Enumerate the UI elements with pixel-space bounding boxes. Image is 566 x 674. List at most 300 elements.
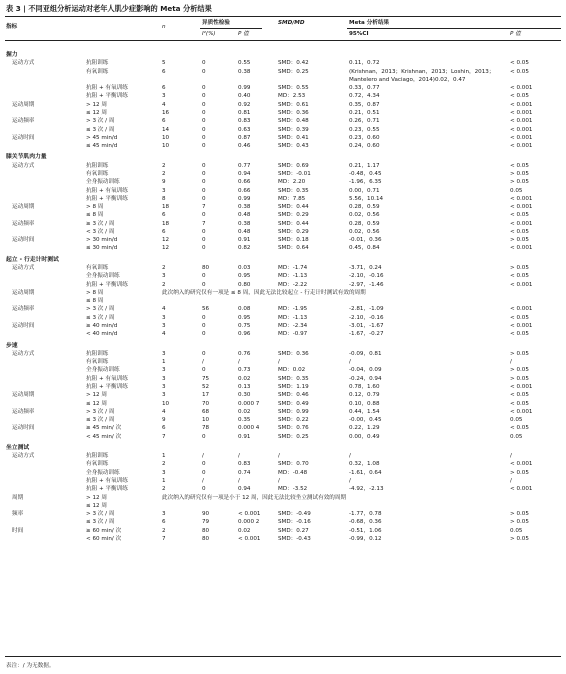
ci-value: -2.10，-0.16 bbox=[349, 314, 384, 321]
heterogeneity-p: < 0.001 bbox=[238, 511, 261, 518]
study-count: 4 bbox=[162, 101, 166, 108]
category-label: 抗阻训练 bbox=[86, 162, 109, 169]
subgroup-label: 运动周期 bbox=[12, 204, 35, 210]
study-count: 9 bbox=[162, 417, 166, 423]
header-bottom-rule bbox=[5, 40, 561, 41]
effect-size: MD：-1.95 bbox=[278, 306, 308, 313]
category-label: ≤ 3 次 / 周 bbox=[86, 417, 115, 423]
meta-p: < 0.001 bbox=[510, 486, 533, 493]
meta-p: < 0.05 bbox=[510, 400, 529, 407]
study-count: 6 bbox=[162, 212, 166, 219]
effect-size: MD：-0.48 bbox=[278, 469, 308, 476]
heterogeneity-p: 0.99 bbox=[238, 195, 251, 202]
i2-value: 79 bbox=[202, 519, 210, 526]
ci-value: -1.96，6.35 bbox=[349, 179, 382, 186]
heterogeneity-p: 0.94 bbox=[238, 170, 251, 177]
category-label: < 60 min/ 次 bbox=[86, 536, 122, 542]
study-count: 1 bbox=[162, 478, 166, 484]
study-count: 2 bbox=[162, 162, 166, 169]
ci-value: 0.21，0.51 bbox=[349, 110, 380, 116]
effect-size: SMD：0.35 bbox=[278, 187, 309, 194]
ci-value: -0.09，0.81 bbox=[349, 350, 382, 357]
study-count: 12 bbox=[162, 237, 170, 244]
study-count: 3 bbox=[162, 511, 166, 518]
ci-value: -0.48，0.45 bbox=[349, 170, 382, 177]
ci-value: 0.72，4.34 bbox=[349, 93, 380, 100]
study-count: 6 bbox=[162, 68, 166, 75]
heterogeneity-p: 0.66 bbox=[238, 187, 251, 194]
header-i2: I²(%) bbox=[202, 31, 216, 37]
meta-p: < 0.001 bbox=[510, 110, 533, 116]
meta-p: < 0.05 bbox=[510, 212, 529, 219]
i2-value: 0 bbox=[202, 143, 206, 150]
meta-p: < 0.05 bbox=[510, 162, 529, 169]
heterogeneity-p: 0.95 bbox=[238, 314, 251, 321]
ci-value: -0.99，0.12 bbox=[349, 536, 382, 542]
ci-value: 0.23，0.55 bbox=[349, 126, 380, 133]
meta-p: 0.05 bbox=[510, 417, 523, 423]
effect-size: SMD：-0.43 bbox=[278, 536, 311, 542]
heterogeneity-p: 0.000 4 bbox=[238, 425, 260, 432]
category-label: 抗阻 + 有氧训练 bbox=[86, 375, 128, 382]
i2-value: 0 bbox=[202, 228, 206, 235]
meta-p: < 0.05 bbox=[510, 331, 529, 338]
heterogeneity-p: 0.91 bbox=[238, 237, 251, 244]
meta-p: > 0.05 bbox=[510, 170, 529, 177]
heterogeneity-p: 0.02 bbox=[238, 375, 251, 382]
subgroup-label: 运动频率 bbox=[12, 118, 35, 125]
category-label: 有氧训练 bbox=[86, 359, 109, 366]
study-count: 4 bbox=[162, 408, 166, 415]
ci-value: / bbox=[349, 453, 351, 460]
heterogeneity-p: 0.74 bbox=[238, 469, 251, 476]
i2-value: 0 bbox=[202, 314, 206, 321]
meta-p: < 0.05 bbox=[510, 425, 529, 432]
study-count: 10 bbox=[162, 400, 170, 407]
meta-p: < 0.001 bbox=[510, 204, 533, 210]
heterogeneity-p: 0.000 2 bbox=[238, 519, 260, 526]
ci-value: Mantelero and Vaciago，2014)0.02，0.47 bbox=[349, 76, 466, 83]
i2-value: 0 bbox=[202, 367, 206, 374]
group-heading: 起立 - 行走计时测试 bbox=[6, 256, 59, 263]
ci-value: 0.45，0.84 bbox=[349, 245, 380, 252]
effect-size: SMD：-0.49 bbox=[278, 511, 311, 518]
subgroup-label: 运动周期 bbox=[12, 289, 35, 296]
meta-p: > 0.05 bbox=[510, 350, 529, 357]
study-count: 2 bbox=[162, 170, 166, 177]
effect-size: SMD：0.48 bbox=[278, 118, 309, 125]
ci-value: 0.10，0.88 bbox=[349, 400, 380, 407]
study-count: 7 bbox=[162, 536, 166, 542]
header-heterogeneity: 异质性检验 bbox=[202, 20, 230, 26]
effect-size: SMD：0.27 bbox=[278, 527, 309, 534]
category-label: ≤ 12 周 bbox=[86, 110, 107, 116]
ci-value: -2.97，-1.46 bbox=[349, 281, 384, 288]
ci-value: 0.32，1.08 bbox=[349, 461, 380, 468]
effect-size: SMD：1.19 bbox=[278, 383, 309, 390]
ci-value: 0.35，0.87 bbox=[349, 101, 380, 108]
effect-size: SMD：0.99 bbox=[278, 408, 309, 415]
category-label: 抗阻 + 平衡训练 bbox=[86, 281, 128, 288]
category-label: > 3 次 / 周 bbox=[86, 118, 115, 125]
study-count: 1 bbox=[162, 453, 166, 460]
category-label: 抗阻 + 平衡训练 bbox=[86, 486, 128, 493]
heterogeneity-p: 0.35 bbox=[238, 417, 251, 423]
heterogeneity-p: 0.94 bbox=[238, 486, 251, 493]
ci-value: 0.02，0.56 bbox=[349, 212, 380, 219]
i2-value: 0 bbox=[202, 110, 206, 116]
meta-p: > 0.05 bbox=[510, 367, 529, 374]
ci-value: 0.28，0.59 bbox=[349, 220, 380, 227]
effect-size: / bbox=[278, 478, 280, 484]
category-label: > 8 周 bbox=[86, 289, 104, 296]
subgroup-label: 运动方式 bbox=[12, 453, 35, 460]
ci-value: 0.22，1.29 bbox=[349, 425, 380, 432]
category-label: 抗阻训练 bbox=[86, 350, 109, 357]
study-count: 6 bbox=[162, 118, 166, 125]
meta-p: > 0.05 bbox=[510, 375, 529, 382]
i2-value: 0 bbox=[202, 134, 206, 141]
effect-size: SMD：0.42 bbox=[278, 60, 309, 67]
group-heading: 握力 bbox=[6, 52, 18, 58]
heterogeneity-p: 0.55 bbox=[238, 60, 251, 67]
meta-p: < 0.05 bbox=[510, 314, 529, 321]
i2-value: 0 bbox=[202, 170, 206, 177]
category-label: ≥ 60 min/ 次 bbox=[86, 527, 122, 534]
study-count: 3 bbox=[162, 93, 166, 100]
ci-value: 0.00，0.71 bbox=[349, 187, 380, 194]
i2-value: 90 bbox=[202, 511, 210, 518]
meta-p: < 0.001 bbox=[510, 323, 533, 329]
heterogeneity-p: 0.75 bbox=[238, 323, 251, 329]
i2-value: 7 bbox=[202, 204, 206, 210]
category-label: ≥ 40 min/d bbox=[86, 323, 118, 329]
i2-value: 7 bbox=[202, 220, 206, 227]
subgroup-label: 运动时间 bbox=[12, 425, 35, 432]
category-label: ≤ 45 min/d bbox=[86, 143, 118, 150]
effect-size: MD：2.53 bbox=[278, 93, 306, 100]
meta-p: > 0.05 bbox=[510, 179, 529, 186]
i2-value: 68 bbox=[202, 408, 210, 415]
ci-value: 0.12，0.79 bbox=[349, 392, 380, 399]
category-label: > 8 周 bbox=[86, 204, 104, 210]
category-label: ≥ 3 次 / 周 bbox=[86, 220, 115, 227]
i2-value: 0 bbox=[202, 433, 206, 440]
category-label: < 40 min/d bbox=[86, 331, 118, 338]
i2-value: 0 bbox=[202, 350, 206, 357]
subgroup-label: 运动周期 bbox=[12, 101, 35, 108]
meta-p: < 0.001 bbox=[510, 281, 533, 288]
category-label: > 12 周 bbox=[86, 494, 107, 501]
category-label: < 3 次 / 周 bbox=[86, 228, 115, 235]
effect-size: MD：-0.97 bbox=[278, 331, 308, 338]
meta-p: < 0.05 bbox=[510, 392, 529, 399]
subgroup-label: 周期 bbox=[12, 494, 24, 501]
study-count: 6 bbox=[162, 228, 166, 235]
effect-size: MD：-2.22 bbox=[278, 281, 308, 288]
row-note: 此次纳入的研究仅有一项是小于 12 周，因此无法比较坐立测试有效的周期 bbox=[162, 494, 347, 501]
subgroup-label: 运动方式 bbox=[12, 60, 35, 67]
category-label: > 3 次 / 周 bbox=[86, 511, 115, 518]
meta-p: < 0.001 bbox=[510, 85, 533, 92]
study-count: 3 bbox=[162, 469, 166, 476]
category-label: 有氧训练 bbox=[86, 265, 109, 271]
category-label: 全身振动训练 bbox=[86, 273, 120, 280]
meta-p: / bbox=[510, 359, 512, 366]
study-count: 4 bbox=[162, 306, 166, 313]
study-count: 3 bbox=[162, 375, 166, 382]
heterogeneity-p: 0.48 bbox=[238, 212, 251, 219]
ci-value: 0.44，1.54 bbox=[349, 408, 380, 415]
heterogeneity-p: 0.80 bbox=[238, 281, 251, 288]
ci-value: (Krishnan，2013；Krishnan，2013；Loshin，2013； bbox=[349, 68, 495, 75]
i2-value: 17 bbox=[202, 392, 210, 399]
study-count: 7 bbox=[162, 433, 166, 440]
effect-size: SMD：0.25 bbox=[278, 68, 309, 75]
ci-value: / bbox=[349, 359, 351, 366]
study-count: 16 bbox=[162, 110, 170, 116]
i2-value: 75 bbox=[202, 375, 210, 382]
i2-value: 52 bbox=[202, 383, 210, 390]
ci-value: -0.51，1.06 bbox=[349, 527, 382, 534]
effect-size: SMD：0.64 bbox=[278, 245, 309, 252]
i2-value: 0 bbox=[202, 85, 206, 92]
i2-value: 0 bbox=[202, 118, 206, 125]
heterogeneity-p: 0.82 bbox=[238, 245, 251, 252]
table-footnote: 表注：/ 为无数据。 bbox=[6, 663, 55, 669]
effect-size: SMD：0.41 bbox=[278, 134, 309, 141]
ci-value: 0.24，0.60 bbox=[349, 143, 380, 150]
effect-size: SMD：0.44 bbox=[278, 204, 309, 210]
heterogeneity-p: 0.81 bbox=[238, 110, 251, 116]
meta-p: / bbox=[510, 453, 512, 460]
i2-value: / bbox=[202, 359, 204, 366]
ci-value: 5.56，10.14 bbox=[349, 195, 384, 202]
header-ci: 95%CI bbox=[349, 31, 369, 37]
heterogeneity-p: 0.38 bbox=[238, 204, 251, 210]
effect-size: SMD：0.29 bbox=[278, 228, 309, 235]
subgroup-label: 运动周期 bbox=[12, 392, 35, 399]
meta-p: > 0.05 bbox=[510, 237, 529, 244]
i2-value: 0 bbox=[202, 281, 206, 288]
category-label: 有氧训练 bbox=[86, 461, 109, 468]
meta-p: > 0.05 bbox=[510, 469, 529, 476]
category-label: ≤ 12 周 bbox=[86, 400, 107, 407]
heterogeneity-p: 0.08 bbox=[238, 306, 251, 313]
effect-size: SMD：0.44 bbox=[278, 220, 309, 227]
ci-value: 0.11，0.72 bbox=[349, 60, 380, 67]
table-title: 表 3 | 不同亚组分析运动对老年人肌少症影响的 Meta 分析结果 bbox=[6, 4, 212, 13]
study-count: 5 bbox=[162, 60, 166, 67]
meta-p: < 0.05 bbox=[510, 68, 529, 75]
effect-size: SMD：0.70 bbox=[278, 461, 309, 468]
study-count: 3 bbox=[162, 392, 166, 399]
ci-value: -1.77，0.78 bbox=[349, 511, 382, 518]
category-label: 全身振动训练 bbox=[86, 367, 120, 374]
header-p2: P 值 bbox=[510, 31, 521, 37]
category-label: 抗阻 + 平衡训练 bbox=[86, 195, 128, 202]
i2-value: 0 bbox=[202, 93, 206, 100]
header-subrule-left bbox=[200, 28, 262, 29]
i2-value: / bbox=[202, 453, 204, 460]
effect-size: SMD：0.36 bbox=[278, 350, 309, 357]
subgroup-label: 运动方式 bbox=[12, 265, 35, 271]
study-count: 3 bbox=[162, 383, 166, 390]
effect-size: MD：7.85 bbox=[278, 195, 306, 202]
heterogeneity-p: 0.91 bbox=[238, 433, 251, 440]
heterogeneity-p: 0.46 bbox=[238, 143, 251, 150]
effect-size: MD：-1.74 bbox=[278, 265, 308, 271]
i2-value: 0 bbox=[202, 237, 206, 244]
study-count: 3 bbox=[162, 350, 166, 357]
meta-p: < 0.05 bbox=[510, 93, 529, 100]
effect-size: SMD：0.76 bbox=[278, 425, 309, 432]
heterogeneity-p: 0.77 bbox=[238, 162, 251, 169]
ci-value: -3.71，0.24 bbox=[349, 265, 382, 271]
effect-size: SMD：0.55 bbox=[278, 85, 309, 92]
meta-p: < 0.001 bbox=[510, 101, 533, 108]
heterogeneity-p: 0.95 bbox=[238, 273, 251, 280]
effect-size: SMD：-0.16 bbox=[278, 519, 311, 526]
subgroup-label: 运动频率 bbox=[12, 220, 35, 227]
i2-value: 80 bbox=[202, 536, 210, 542]
subgroup-label: 运动时间 bbox=[12, 323, 35, 329]
heterogeneity-p: 0.02 bbox=[238, 408, 251, 415]
category-label: ≤ 30 min/d bbox=[86, 245, 118, 252]
category-label: 抗阻 + 平衡训练 bbox=[86, 383, 128, 390]
meta-p: 0.05 bbox=[510, 527, 523, 534]
category-label: ≤ 12 周 bbox=[86, 502, 107, 509]
effect-size: MD：-2.34 bbox=[278, 323, 308, 329]
header-meta: Meta 分析结果 bbox=[349, 20, 390, 26]
study-count: 3 bbox=[162, 367, 166, 374]
i2-value: 80 bbox=[202, 265, 210, 271]
study-count: 3 bbox=[162, 187, 166, 194]
category-label: 抗阻 + 有氧训练 bbox=[86, 187, 128, 194]
study-count: 3 bbox=[162, 323, 166, 329]
meta-p: < 0.001 bbox=[510, 143, 533, 150]
heterogeneity-p: 0.38 bbox=[238, 220, 251, 227]
i2-value: 0 bbox=[202, 68, 206, 75]
study-count: 14 bbox=[162, 126, 170, 133]
category-label: 有氧训练 bbox=[86, 170, 109, 177]
category-label: > 45 min/d bbox=[86, 134, 118, 141]
i2-value: 0 bbox=[202, 273, 206, 280]
effect-size: SMD：0.43 bbox=[278, 143, 309, 150]
category-label: 抗阻 + 有氧训练 bbox=[86, 85, 128, 92]
meta-p: 0.05 bbox=[510, 187, 523, 194]
ci-value: 0.33，0.77 bbox=[349, 85, 380, 92]
subgroup-label: 运动频率 bbox=[12, 408, 35, 415]
meta-p: < 0.001 bbox=[510, 461, 533, 468]
heterogeneity-p: 0.96 bbox=[238, 331, 251, 338]
category-label: < 45 min/ 次 bbox=[86, 433, 122, 440]
ci-value: / bbox=[349, 478, 351, 484]
ci-value: 0.28，0.59 bbox=[349, 204, 380, 210]
i2-value: 0 bbox=[202, 469, 206, 476]
effect-size: SMD：0.61 bbox=[278, 101, 309, 108]
heterogeneity-p: 0.63 bbox=[238, 126, 251, 133]
heterogeneity-p: / bbox=[238, 478, 240, 484]
ci-value: 0.23，0.60 bbox=[349, 134, 380, 141]
category-label: ≤ 3 次 / 周 bbox=[86, 126, 115, 133]
study-count: 6 bbox=[162, 519, 166, 526]
i2-value: 0 bbox=[202, 195, 206, 202]
study-count: 2 bbox=[162, 486, 166, 493]
meta-p: > 0.05 bbox=[510, 511, 529, 518]
effect-size: SMD：0.29 bbox=[278, 212, 309, 219]
heterogeneity-p: 0.99 bbox=[238, 85, 251, 92]
ci-value: 0.26，0.71 bbox=[349, 118, 380, 125]
i2-value: 0 bbox=[202, 331, 206, 338]
i2-value: 10 bbox=[202, 417, 210, 423]
study-count: 2 bbox=[162, 281, 166, 288]
category-label: > 3 次 / 周 bbox=[86, 306, 115, 313]
group-heading: 膝关节肌肉力量 bbox=[6, 154, 47, 161]
subgroup-label: 运动方式 bbox=[12, 350, 35, 357]
effect-size: SMD：0.25 bbox=[278, 433, 309, 440]
study-count: 4 bbox=[162, 331, 166, 338]
category-label: ≥ 45 min/ 次 bbox=[86, 425, 122, 432]
heterogeneity-p: 0.66 bbox=[238, 179, 251, 186]
meta-p: / bbox=[510, 478, 512, 484]
category-label: > 12 周 bbox=[86, 392, 107, 399]
effect-size: SMD：-0.01 bbox=[278, 170, 311, 177]
subgroup-label: 频率 bbox=[12, 511, 24, 518]
i2-value: 0 bbox=[202, 461, 206, 468]
ci-value: -2.10，-0.16 bbox=[349, 273, 384, 280]
ci-value: -0.01，0.36 bbox=[349, 237, 382, 244]
category-label: ≤ 8 周 bbox=[86, 212, 104, 219]
meta-p: 0.05 bbox=[510, 433, 523, 440]
heterogeneity-p: 0.83 bbox=[238, 118, 251, 125]
i2-value: 0 bbox=[202, 60, 206, 67]
category-label: ≤ 3 次 / 周 bbox=[86, 314, 115, 321]
study-count: 10 bbox=[162, 143, 170, 150]
category-label: ≤ 3 次 / 周 bbox=[86, 519, 115, 526]
subgroup-label: 时间 bbox=[12, 527, 24, 534]
heterogeneity-p: 0.02 bbox=[238, 527, 251, 534]
study-count: 6 bbox=[162, 425, 166, 432]
study-count: 3 bbox=[162, 314, 166, 321]
category-label: > 3 次 / 周 bbox=[86, 408, 115, 415]
i2-value: 0 bbox=[202, 162, 206, 169]
heterogeneity-p: 0.48 bbox=[238, 228, 251, 235]
heterogeneity-p: 0.40 bbox=[238, 93, 251, 100]
heterogeneity-p: / bbox=[238, 359, 240, 366]
meta-p: < 0.001 bbox=[510, 195, 533, 202]
ci-value: -1.67，-0.27 bbox=[349, 331, 384, 338]
meta-p: < 0.001 bbox=[510, 245, 533, 252]
ci-value: 0.21，1.17 bbox=[349, 162, 380, 169]
effect-size: SMD：0.22 bbox=[278, 417, 309, 423]
i2-value: 0 bbox=[202, 323, 206, 329]
ci-value: -0.04，0.09 bbox=[349, 367, 382, 374]
meta-p: > 0.05 bbox=[510, 265, 529, 271]
i2-value: 80 bbox=[202, 527, 210, 534]
heterogeneity-p: < 0.001 bbox=[238, 536, 261, 542]
heterogeneity-p: 0.73 bbox=[238, 367, 251, 374]
ci-value: -3.01，-1.67 bbox=[349, 323, 384, 329]
effect-size: / bbox=[278, 359, 280, 366]
study-count: 6 bbox=[162, 85, 166, 92]
ci-value: -0.00，0.45 bbox=[349, 417, 382, 423]
heterogeneity-p: / bbox=[238, 453, 240, 460]
category-label: ≤ 8 周 bbox=[86, 298, 104, 305]
category-label: 有氧训练 bbox=[86, 68, 109, 75]
heterogeneity-p: 0.13 bbox=[238, 383, 251, 390]
category-label: 全身振动训练 bbox=[86, 179, 120, 186]
